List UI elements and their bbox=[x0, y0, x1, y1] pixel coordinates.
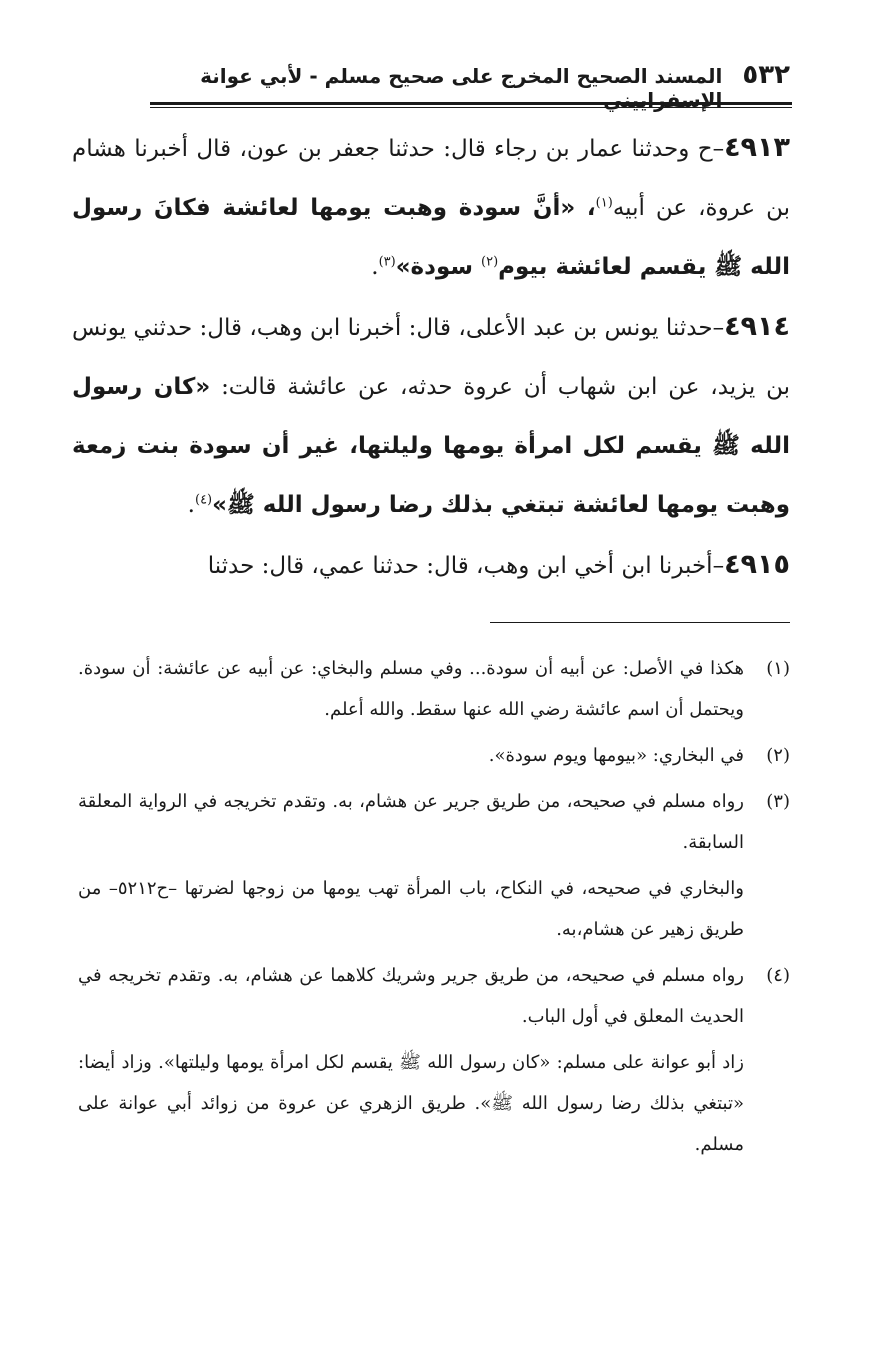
footnote-number: (٤) bbox=[766, 965, 790, 986]
header-rule bbox=[150, 102, 792, 108]
footnote-1 bbox=[78, 648, 790, 730]
footnote-number: (٣) bbox=[766, 791, 790, 812]
hadith-4915 bbox=[72, 535, 790, 596]
footnote-ref[interactable]: (٤) bbox=[194, 492, 213, 508]
isnad-text: –أخبرنا ابن أخي ابن وهب، قال: حدثنا عمي، قال: حدثنا bbox=[207, 553, 725, 579]
matn-text: «كان رسول الله ﷺ يقسم لكل امرأة يومها وليلتها، غير أن سودة بنت زمعة وهبت يومها لعائشة تبتغي بذلك رضا رسول الله ﷺ» bbox=[72, 374, 790, 518]
hadith-4914 bbox=[72, 297, 790, 535]
running-title: المسند الصحيح المخرج على صحيح مسلم - لأبي عوانة الإسفراييني bbox=[200, 64, 723, 112]
matn-text: ، «أنَّ سودة وهبت يومها لعائشة فكانَ رسول الله ﷺ يقسم لعائشة بيوم bbox=[72, 195, 790, 280]
isnad-text: –ح وحدثنا عمار بن رجاء قال: حدثنا جعفر بن عون، قال أخبرنا هشام بن عروة، عن أبيه bbox=[72, 136, 791, 221]
hadith-4913 bbox=[72, 118, 790, 297]
footnote-text: هكذا في الأصل: عن أبيه أن سودة... وفي مسلم والبخاي: عن أبيه عن عائشة: أن سودة. ويحتمل أن اسم عائشة رضي الله عنها سقط. والله أعلم. bbox=[78, 658, 744, 720]
end-mark: . bbox=[187, 492, 195, 518]
footnote-4 bbox=[78, 955, 790, 1037]
hadith-number: ٤٩١٣ bbox=[724, 132, 790, 163]
footnote-text: رواه مسلم في صحيحه، من طريق جرير وشريك كلاهما عن هشام، به. وتقدم تخريجه في الحديث المعلق في أول الباب. bbox=[78, 965, 744, 1027]
footnote-ref[interactable]: (٢) bbox=[481, 254, 499, 270]
footnote-3 bbox=[78, 781, 790, 863]
hadith-number: ٤٩١٤ bbox=[724, 311, 790, 342]
footnote-3-continuation: والبخاري في صحيحه، في النكاح، باب المرأة تهب يومها من زوجها لضرتها –ح٥٢١٢– من طريق زهير عن هشام،به. bbox=[78, 878, 744, 940]
page-number: ٥٣٢ bbox=[742, 60, 790, 90]
matn-text-end: سودة» bbox=[395, 254, 481, 280]
footnote-text: رواه مسلم في صحيحه، من طريق جرير عن هشام، به. وتقدم تخريجه في الرواية المعلقة السابقة. bbox=[78, 791, 744, 853]
footnotes bbox=[78, 648, 790, 1170]
footnote-number: (١) bbox=[766, 658, 790, 679]
main-text bbox=[72, 118, 790, 596]
footnote-ref[interactable]: (١) bbox=[595, 195, 613, 211]
footnote-number: (٢) bbox=[766, 745, 790, 766]
end-mark: . bbox=[371, 254, 379, 280]
hadith-number: ٤٩١٥ bbox=[724, 549, 790, 580]
footnote-text: في البخاري: «بيومها ويوم سودة». bbox=[488, 745, 744, 766]
footnote-4-continuation: زاد أبو عوانة على مسلم: «كان رسول الله ﷺ يقسم لكل امرأة يومها وليلتها». وزاد أيضا: «تبتغي بذلك رضا رسول الله ﷺ». طريق الزهري عن عروة من زوائد أبي عوانة على مسلم. bbox=[78, 1052, 744, 1155]
isnad-text: –حدثنا يونس بن عبد الأعلى، قال: أخبرنا ابن وهب، قال: حدثني يونس بن يزيد، عن ابن شهاب أن عروة حدثه، عن عائشة قالت: bbox=[72, 315, 790, 400]
footnote-separator bbox=[490, 622, 790, 623]
footnote-ref[interactable]: (٣) bbox=[378, 254, 396, 270]
footnote-2 bbox=[78, 735, 790, 776]
